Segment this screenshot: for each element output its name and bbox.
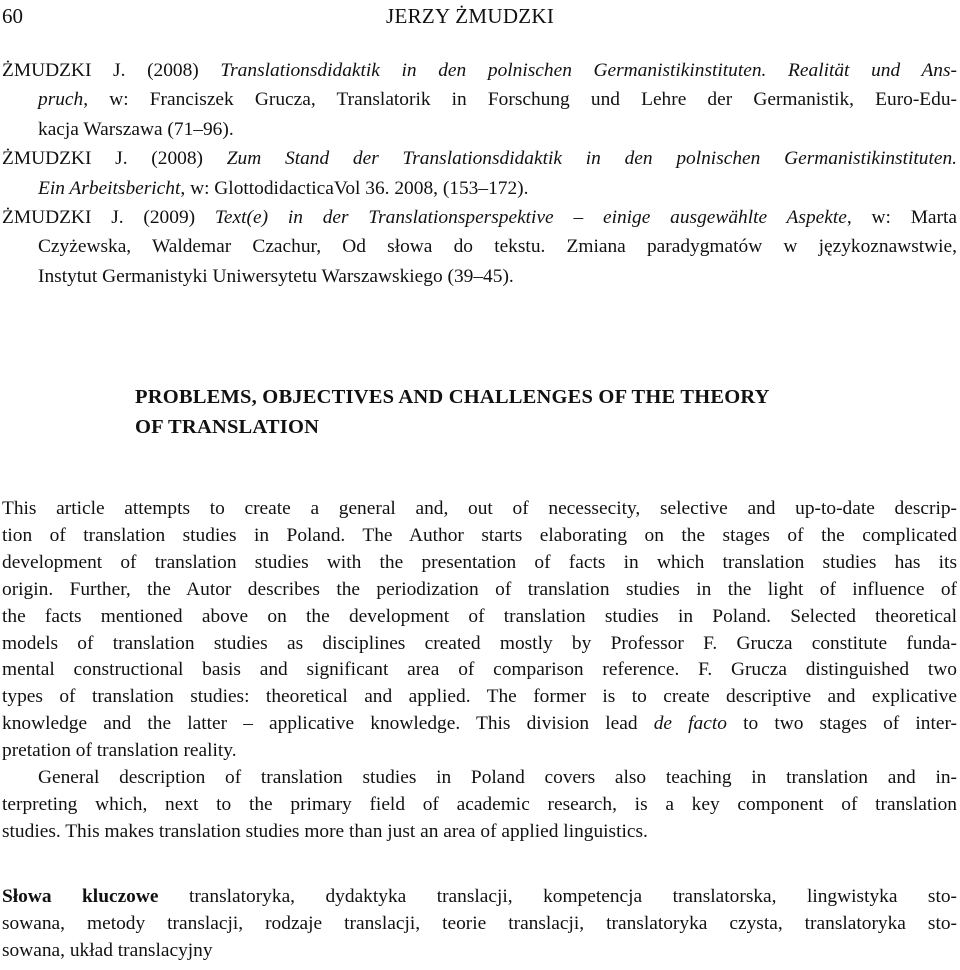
reference-line — [2, 115, 957, 144]
abstract-line — [2, 792, 957, 819]
text-run: ŻMUDZKI J. (2008) — [2, 148, 227, 170]
reference-line — [2, 56, 957, 85]
abstract-line — [2, 657, 957, 684]
italic-text: Text(e) in der Translationsperspektive – einige ausgewählte Aspekte — [214, 207, 847, 229]
abstract-line — [2, 738, 957, 765]
text-run: pretation of translation reality. — [2, 740, 237, 762]
text-run: General description of translation studies in Poland covers also teaching in translation and in- — [38, 767, 957, 789]
abstract-line — [2, 631, 957, 658]
keywords-section — [2, 884, 957, 965]
keywords-line-3: sowana, układ translacyjny — [2, 939, 213, 961]
text-run: Czyżewska, Waldemar Czachur, Od słowa do tekstu. Zmiana paradygmatów w językoznawstwie, — [38, 236, 957, 258]
text-run: , w: GlottodidacticaVol 36. 2008, (153–172). — [180, 177, 529, 199]
article-title — [135, 382, 915, 442]
reference-entry — [2, 144, 957, 203]
keywords-line-2: sowana, metody translacji, rodzaje translacji, teorie translacji, translatoryka czysta, translatoryka sto- — [2, 912, 957, 934]
italic-text: pruch — [38, 89, 84, 111]
page-number: 60 — [2, 4, 23, 28]
reference-line — [2, 203, 957, 232]
reference-line — [2, 262, 957, 291]
keywords-text-1: translatoryka, dydaktyka translacji, kompetencja translatorska, lingwistyka sto- — [158, 886, 957, 907]
abstract-line — [2, 496, 957, 523]
abstract-line — [2, 711, 957, 738]
article-title-line-2: OF TRANSLATION — [135, 416, 320, 438]
text-run: mental constructional basis and significant area of comparison reference. F. Grucza distinguished two — [2, 659, 957, 681]
text-run: knowledge and the latter – applicative knowledge. This division lead — [2, 713, 654, 735]
abstract-line — [2, 523, 957, 550]
keywords-label: Słowa kluczowe — [2, 886, 159, 907]
abstract-line — [2, 684, 957, 711]
text-run: This article attempts to create a general and, out of necessecity, selective and up-to-date descrip- — [2, 498, 957, 519]
reference-line — [2, 144, 957, 173]
reference-line — [2, 85, 957, 114]
text-run: development of translation studies with the presentation of facts in which translation studies has its — [2, 551, 957, 573]
italic-text: de facto — [653, 713, 727, 735]
text-run: tion of translation studies in Poland. The Author starts elaborating on the stages of the complicated — [2, 524, 957, 546]
reference-line — [2, 232, 957, 261]
text-run: Instytut Germanistyki Uniwersytetu Warszawskiego (39–45). — [38, 265, 514, 287]
keywords-line-1 — [2, 884, 957, 911]
references-list — [2, 56, 957, 291]
running-title: JERZY ŻMUDZKI — [386, 4, 555, 28]
abstract — [2, 496, 957, 846]
abstract-paragraph — [2, 496, 957, 765]
text-run: , w: Franciszek Grucza, Translatorik in Forschung und Lehre der Germanistik, Euro-Edu- — [83, 89, 957, 111]
abstract-line — [2, 550, 957, 577]
text-run: origin. Further, the Autor describes the periodization of translation studies in the light of influence of — [2, 578, 957, 600]
abstract-line — [2, 604, 957, 631]
text-run: terpreting which, next to the primary field of academic research, is a key component of translation — [2, 793, 957, 815]
text-run: studies. This makes translation studies more than just an area of applied linguistics. — [2, 820, 648, 842]
reference-entry — [2, 56, 957, 144]
abstract-paragraph — [2, 765, 957, 846]
abstract-line — [2, 765, 957, 792]
text-run: ŻMUDZKI J. (2008) — [2, 60, 221, 81]
text-run: types of translation studies: theoretical and applied. The former is to create descriptive and explicative — [2, 686, 957, 708]
reference-entry — [2, 203, 957, 291]
text-run: the facts mentioned above on the development of translation studies in Poland. Selected theoretical — [2, 605, 957, 627]
running-header — [2, 2, 957, 32]
abstract-line — [2, 577, 957, 604]
text-run: , w: Marta — [846, 207, 957, 229]
italic-text: Ein Arbeitsbericht — [38, 177, 181, 199]
text-run: ŻMUDZKI J. (2009) — [2, 207, 215, 229]
text-run: models of translation studies as disciplines created mostly by Professor F. Grucza constitute funda- — [2, 632, 957, 654]
text-run: to two stages of inter- — [726, 713, 957, 735]
italic-text: Zum Stand der Translationsdidaktik in den polnischen Germanistikinstituten. — [226, 148, 957, 170]
article-title-line-1: PROBLEMS, OBJECTIVES AND CHALLENGES OF THE THEORY — [135, 386, 770, 408]
text-run: kacja Warszawa (71–96). — [38, 118, 234, 140]
reference-line — [2, 174, 957, 203]
italic-text: Translationsdidaktik in den polnischen Germanistikinstituten. Realität und Ans- — [220, 60, 957, 81]
abstract-line — [2, 819, 957, 846]
